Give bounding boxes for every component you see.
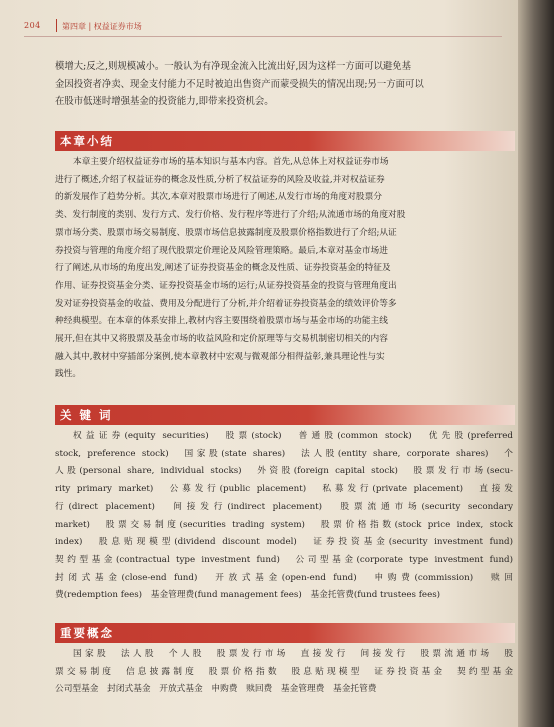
summary-line: 行了阐述,从市场的角度出发,阐述了证券投资基金的概念及性质、证券投资基金的特征及 <box>55 263 391 274</box>
keyword-line: 人股(personal share, individual stocks) 外资股(foreign capital stock) 股票发行市场(secu- <box>55 466 513 477</box>
page-number: 204 <box>24 21 41 30</box>
keyword-line: 权益证券(equity securities) 股票(stock) 普通股(common stock) 优先股(preferred <box>73 431 513 441</box>
header-rule <box>24 36 502 37</box>
concept-line: 公司型基金 封闭式基金 开放式基金 申购费 赎回费 基金管理费 基金托管费 <box>55 684 377 695</box>
summary-heading: 本章小结 <box>60 134 114 148</box>
summary-line: 融入其中,教材中穿插部分案例,使本章教材中宏观与微观部分相得益彰,兼具理论性与实 <box>55 351 385 362</box>
summary-line: 进行了概述,介绍了权益证券的概念及性质,分析了权益证券的风险及收益,并对权益证券 <box>55 174 385 185</box>
intro-line: 模增大;反之,则规模减小。一般认为有净现金流入比流出好,因为这样一方面可以避免基 <box>55 61 411 72</box>
intro-line: 在股市低迷时增强基金的投资能力,即带来投资机会。 <box>55 96 274 107</box>
header-separator <box>56 19 57 32</box>
concepts-list <box>55 646 513 699</box>
keyword-line: index) 股息贴现模型(dividend discount model) 证券投资基金(security investment fund) <box>55 537 513 548</box>
keyword-line: 契约型基金(contractual type investment fund) 公司型基金(corporate type investment fund) <box>55 554 513 565</box>
keywords-list <box>55 428 513 605</box>
summary-line: 券投资与管理的角度介绍了现代股票定价理论及风险管理策略。最后,本章对基金市场进 <box>55 245 388 256</box>
summary-line: 作用、证券投资基金分类、证券投资基金市场的运行;从证券投资基金的投资与管理角度出 <box>55 280 397 291</box>
concepts-heading-band <box>55 623 515 643</box>
keywords-heading: 关 键 词 <box>60 408 113 422</box>
summary-line: 践性。 <box>55 369 82 380</box>
page-edge-shadow <box>518 0 554 727</box>
keyword-line: rity primary market) 公募发行(public placement) 私募发行(private placement) 直接发 <box>55 484 513 495</box>
concepts-heading: 重要概念 <box>60 626 114 640</box>
summary-line: 发对证券投资基金的收益、费用及分配进行了分析,并介绍着证券投资基金的绩效评价等多 <box>55 298 397 309</box>
summary-line: 种经典模型。在本章的体系安排上,教材内容主要围绕着股票市场与基金市场的功能主线 <box>55 316 388 327</box>
summary-paragraph <box>55 154 513 384</box>
keyword-line: 封闭式基金(close-end fund) 开放式基金(open-end fund) 申购费(commission) 赎回 <box>55 572 513 583</box>
keyword-line: 行(direct placement) 间接发行(indirect placement) 股票流通市场(security secondary <box>55 501 513 512</box>
summary-line: 的新发展作了趋势分析。其次,本章对股票市场进行了阐述,从发行市场的角度对股票分 <box>55 192 382 203</box>
summary-line: 本章主要介绍权益证券市场的基本知识与基本内容。首先,从总体上对权益证券市场 <box>73 157 389 167</box>
chapter-title: 第四章 | 权益证券市场 <box>62 22 142 31</box>
running-header <box>24 20 514 34</box>
keyword-line: stock, preference stock) 国家股(state shares) 法人股(entity share, corporate shares) 个 <box>55 448 513 459</box>
keywords-heading-band <box>55 405 515 425</box>
summary-line: 展开,但在其中又将股票及基金市场的收益风险和定价原理等与交易机制密切相关的内容 <box>55 334 388 345</box>
keyword-line: market) 股票交易制度(securities trading system) 股票价格指数(stock price index, stock <box>55 519 513 530</box>
concept-line: 国家股 法人股 个人股 股票发行市场 直接发行 间接发行 股票流通市场 股 <box>73 649 513 659</box>
summary-heading-band <box>55 131 515 151</box>
intro-paragraph <box>55 58 507 111</box>
summary-line: 类、发行制度的类别、发行方式、发行价格、发行程序等进行了介绍;从流通市场的角度对股 <box>55 210 406 221</box>
keyword-line: 费(redemption fees) 基金管理费(fund management fees) 基金托管费(fund trustees fees) <box>55 590 441 601</box>
concept-line: 票交易制度 信息披露制度 股票价格指数 股息贴现模型 证券投资基金 契约型基金 <box>55 666 513 677</box>
intro-line: 金因投资者净卖、现金支付能力不足时被迫出售资产而蒙受损失的情况出现;另一方面可以 <box>55 78 424 90</box>
summary-line: 票市场分类、股票市场交易制度、股票市场信息披露制度及股票价格指数进行了介绍;从证 <box>55 227 397 238</box>
